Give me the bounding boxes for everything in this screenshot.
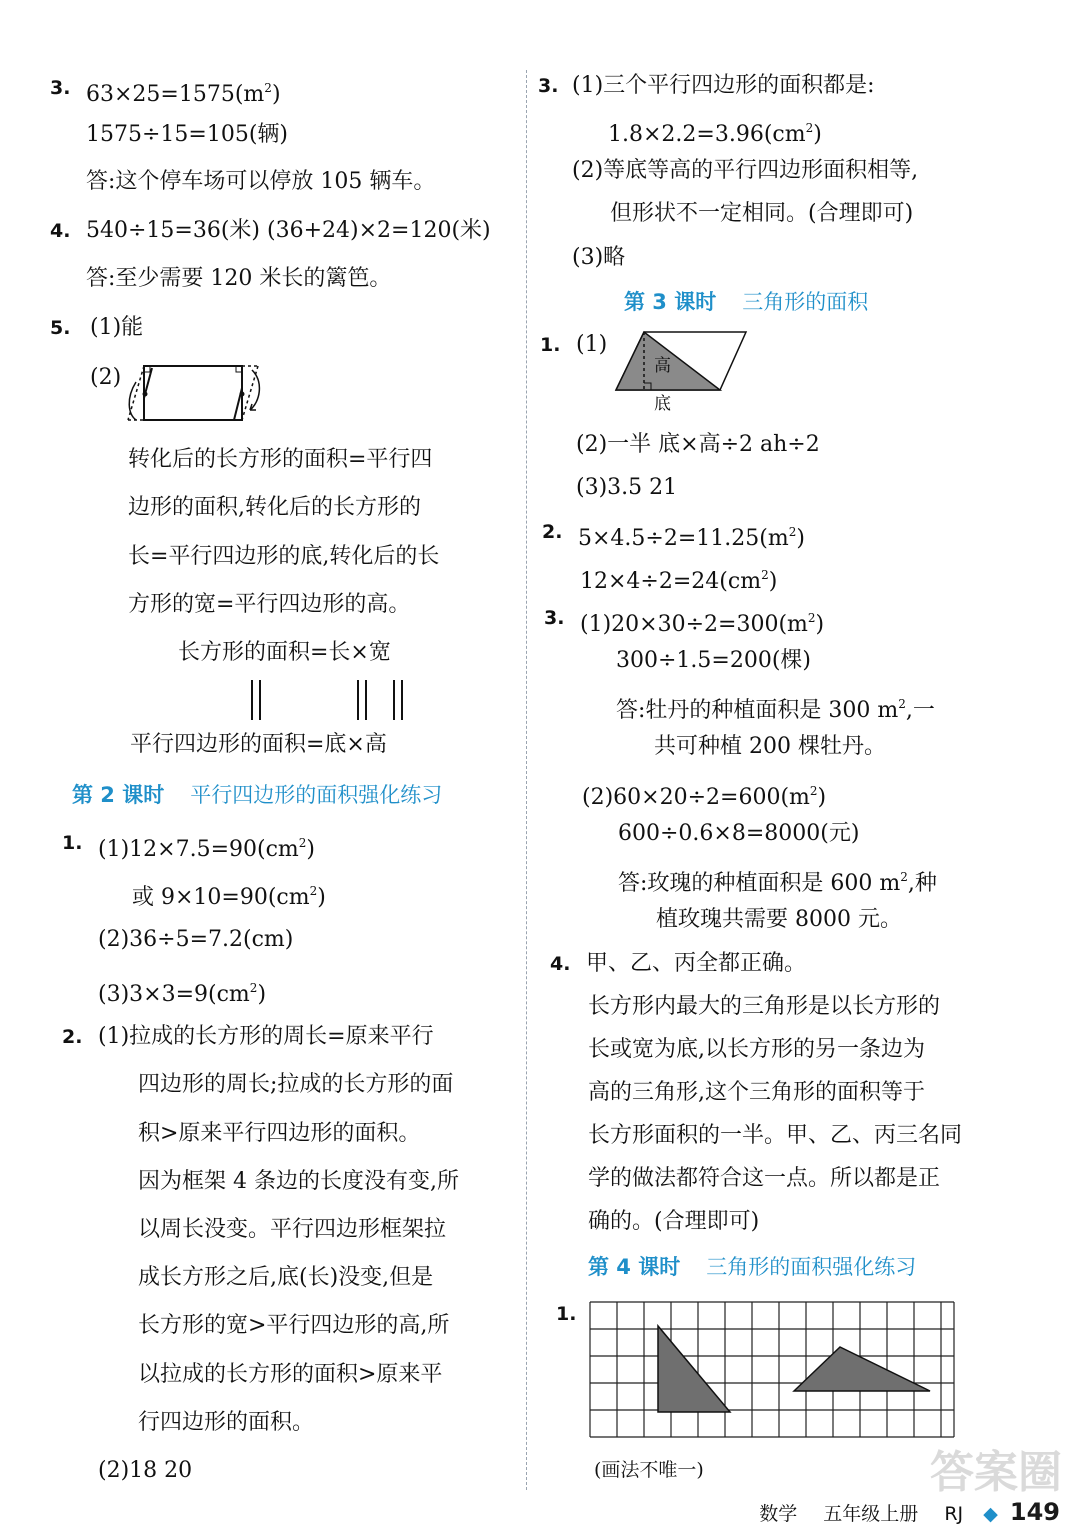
answer-line: 积>原来平行四边形的面积。 <box>138 1121 421 1146</box>
lesson-4-heading: 第 4 课时 三角形的面积强化练习 <box>588 1255 917 1279</box>
diamond-icon: ◆ <box>983 1503 998 1525</box>
column-divider <box>526 70 527 1490</box>
answer-line: 300÷1.5=200(棵) <box>616 648 812 673</box>
answer-line: 长或宽为底,以长方形的另一条边为 <box>588 1037 925 1062</box>
question-number: 1. <box>62 832 83 854</box>
answer-line: (2)36÷5=7.2(cm) <box>98 927 294 952</box>
footer-edition: RJ <box>944 1503 964 1525</box>
answer-line: 答:至少需要 120 米长的篱笆。 <box>86 266 392 291</box>
formula-top: 长方形的面积=长×宽 <box>178 640 391 665</box>
answer-line: 长=平行四边形的底,转化后的长 <box>128 544 440 569</box>
answer-line: $(1)12\times 7.5=90(cm^2)$ <box>98 836 316 862</box>
triangle-height-base-figure <box>612 330 748 420</box>
answer-line: 长方形面积的一半。甲、乙、丙三名同 <box>588 1123 963 1148</box>
footer-subject: 数学 <box>759 1503 798 1525</box>
question-number: 4. <box>50 220 71 242</box>
base-label: 底 <box>654 394 671 414</box>
answer-line: 行四边形的面积。 <box>138 1410 315 1435</box>
answer-line: 600÷0.6×8=8000(元) <box>618 821 860 846</box>
answer-line: 540÷15=36(米) (36+24)×2=120(米) <box>86 218 491 243</box>
answer-line: 1575÷15=105(辆) <box>86 122 289 147</box>
answer-line: 学的做法都符合这一点。所以都是正 <box>588 1166 941 1191</box>
answer-line: (2) <box>90 365 122 390</box>
answer-line: $(2)60\times 20\div 2=600(m^2)$ <box>582 784 827 810</box>
answer-line: $5\times 4.5\div 2=11.25(m^2)$ <box>578 525 805 551</box>
formula-bottom: 平行四边形的面积=底×高 <box>130 732 387 757</box>
answer-line: 成长方形之后,底(长)没变,但是 <box>138 1265 434 1290</box>
answer-line: $1.8\times 2.2=3.96(cm^2)$ <box>608 121 822 147</box>
answer-line: 植玫瑰共需要 8000 元。 <box>656 907 902 932</box>
answer-line: $(1)20\times 30\div 2=300(m^2)$ <box>580 611 825 637</box>
answer-line: 但形状不一定相同。(合理即可) <box>610 201 914 226</box>
answer-line: 确的。(合理即可) <box>588 1209 760 1234</box>
answer-line: 甲、乙、丙全都正确。 <box>586 951 807 976</box>
question-number: 2. <box>542 521 563 543</box>
answer-line: 以拉成的长方形的面积>原来平 <box>138 1362 443 1387</box>
answer-line: (2)18 20 <box>98 1458 193 1483</box>
answer-line: 共可种植 200 棵牡丹。 <box>654 734 886 759</box>
lesson-3-heading: 第 3 课时 三角形的面积 <box>624 290 869 314</box>
answer-line: $(3)3\times 3=9(cm^2)$ <box>98 981 267 1007</box>
question-number: 1. <box>540 334 561 356</box>
answer-line: (1)能 <box>90 315 144 340</box>
answer-line: 高的三角形,这个三角形的面积等于 <box>588 1080 925 1105</box>
answer-line: (2)一半 底×高÷2 ah÷2 <box>576 432 820 457</box>
answer-line: (2)等底等高的平行四边形面积相等, <box>572 158 919 183</box>
answer-note: (画法不唯一) <box>594 1459 704 1481</box>
answer-line: (1)三个平行四边形的面积都是: <box>572 73 875 98</box>
answer-line: $12\times 4\div 2=24(cm^2)$ <box>580 568 778 594</box>
height-label: 高 <box>654 356 671 376</box>
parallelogram-transform-figure <box>122 358 270 430</box>
question-number: 4. <box>550 953 571 975</box>
footer-grade: 五年级上册 <box>823 1503 919 1525</box>
question-number: 3. <box>544 607 565 629</box>
equality-bars <box>240 678 420 722</box>
question-number: 5. <box>50 317 71 339</box>
page-number: 149 <box>1009 1498 1060 1526</box>
answer-line: 长方形的宽>平行四边形的高,所 <box>138 1313 450 1338</box>
answer-line: 或 $9\times 10=90(cm^2)$ <box>132 884 326 910</box>
question-number: 1. <box>556 1303 577 1325</box>
grid-triangles-figure <box>588 1300 958 1440</box>
answer-line: 转化后的长方形的面积=平行四 <box>128 447 433 472</box>
answer-line: 答:这个停车场可以停放 105 辆车。 <box>86 169 436 194</box>
answer-line: 答:玫瑰的种植面积是 600 $m^2$,种 <box>618 870 937 896</box>
answer-line: 四边形的周长;拉成的长方形的面 <box>138 1072 454 1097</box>
answer-line: 边形的面积,转化后的长方形的 <box>128 495 421 520</box>
left-column <box>0 0 525 1536</box>
answer-line: 以周长没变。平行四边形框架拉 <box>138 1217 447 1242</box>
lesson-2-heading: 第 2 课时 平行四边形的面积强化练习 <box>72 783 443 807</box>
answer-line: 方形的宽=平行四边形的高。 <box>128 592 411 617</box>
answer-line: (3)略 <box>572 245 626 270</box>
answer-line: (1) <box>576 332 608 357</box>
page-footer <box>759 1498 1060 1526</box>
answer-line: (1)拉成的长方形的周长=原来平行 <box>98 1024 434 1049</box>
question-number: 2. <box>62 1026 83 1048</box>
answer-line: 长方形内最大的三角形是以长方形的 <box>588 994 941 1019</box>
question-number: 3. <box>538 75 559 97</box>
answer-line: (3)3.5 21 <box>576 475 678 500</box>
triangle-figure-svg <box>612 330 748 392</box>
answer-line: 答:牡丹的种植面积是 300 $m^2$,一 <box>616 697 935 723</box>
question-number: 3. <box>50 77 71 99</box>
answer-line: 因为框架 4 条边的长度没有变,所 <box>138 1169 459 1194</box>
answer-line: $63\times 25=1575(m^2)$ <box>86 81 281 107</box>
watermark-logo: 答案圈 <box>930 1447 1062 1498</box>
right-column <box>528 0 1080 1536</box>
